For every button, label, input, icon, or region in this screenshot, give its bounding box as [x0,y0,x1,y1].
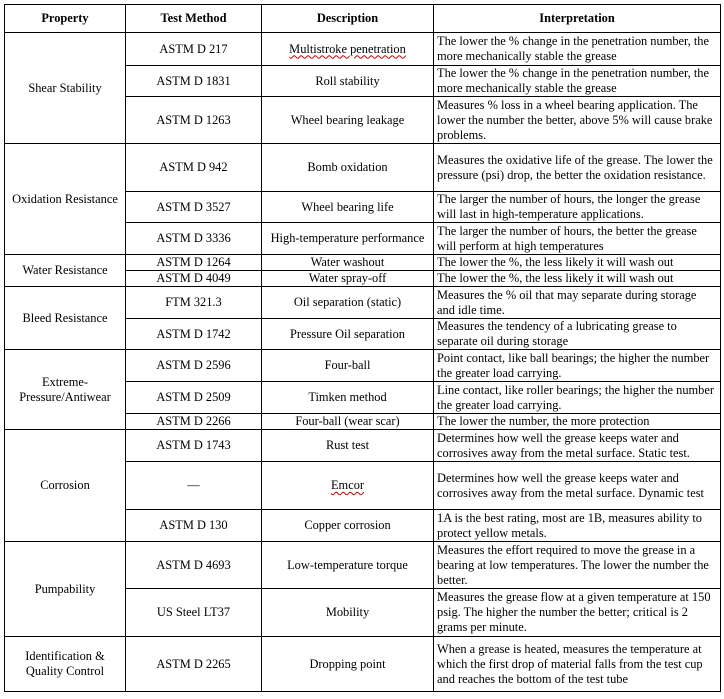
description-text: Roll stability [315,73,380,88]
property-cell: Corrosion [5,430,126,542]
description-text: Copper corrosion [304,518,391,532]
table-row [5,430,721,462]
description-text: Multistroke penetration [289,41,406,56]
test-method-cell: FTM 321.3 [126,287,262,319]
description-cell [262,223,434,255]
interpretation-cell: Point contact, like ball bearings; the higher the number the greater load carrying. [434,350,721,382]
description-cell [262,255,434,271]
description-cell [262,430,434,462]
description-text: Rust test [325,438,370,452]
interpretation-cell: When a grease is heated, measures the temperature at which the first drop of material falls from the test cup and reaches the bottom of the test tube [434,637,721,692]
header-description: Description [262,5,434,33]
description-cell [262,350,434,382]
description-cell [262,287,434,319]
test-method-cell: ASTM D 1742 [126,319,262,350]
description-text: Wheel bearing life [301,199,394,214]
description-cell [262,144,434,192]
interpretation-cell: Measures % loss in a wheel bearing application. The lower the number the better, above 5% will cause brake problems. [434,97,721,144]
interpretation-cell: Measures the effort required to move the grease in a bearing at low temperatures. The lower the number the better. [434,542,721,589]
description-text: Pressure Oil separation [290,326,405,341]
description-text: Emcor [330,478,365,492]
description-cell [262,33,434,66]
description-text: High-temperature performance [270,231,425,245]
description-cell [262,542,434,589]
test-method-cell: ASTM D 2266 [126,414,262,430]
interpretation-cell: The lower the % change in the penetration number, the more mechanically stable the grease [434,66,721,97]
header-row [5,5,721,33]
test-method-cell: ASTM D 2596 [126,350,262,382]
interpretation-cell: Determines how well the grease keeps water and corrosives away from the metal surface. Dynamic test [434,462,721,510]
description-cell [262,382,434,414]
property-cell: Identification & Quality Control [5,637,126,692]
test-method-cell: ASTM D 1263 [126,97,262,144]
description-cell [262,637,434,692]
test-method-cell: ASTM D 1264 [126,255,262,271]
table-row [5,350,721,382]
interpretation-cell: The lower the % change in the penetration number, the more mechanically stable the grease [434,33,721,66]
table-body [5,33,721,692]
test-method-cell: ASTM D 2509 [126,382,262,414]
table-row [5,637,721,692]
property-cell: Extreme-Pressure/Antiwear [5,350,126,430]
description-text: Water spray-off [308,271,387,285]
description-text: Bomb oxidation [307,160,388,174]
test-method-cell: ASTM D 942 [126,144,262,192]
interpretation-cell: Measures the tendency of a lubricating grease to separate oil during storage [434,319,721,350]
test-method-cell: US Steel LT37 [126,589,262,637]
property-cell: Pumpability [5,542,126,637]
interpretation-cell: 1A is the best rating, most are 1B, measures ability to protect yellow metals. [434,510,721,542]
test-method-cell: ASTM D 3336 [126,223,262,255]
interpretation-cell: Measures the % oil that may separate during storage and idle time. [434,287,721,319]
description-text: Water washout [310,255,385,269]
interpretation-cell: Line contact, like roller bearings; the higher the number the greater load carrying. [434,382,721,414]
table-row [5,144,721,192]
test-method-cell: ASTM D 2265 [126,637,262,692]
description-text: Timken method [308,390,387,404]
property-cell: Water Resistance [5,255,126,287]
property-cell: Bleed Resistance [5,287,126,350]
description-text: Wheel bearing leakage [290,112,405,127]
description-cell [262,462,434,510]
interpretation-cell: The lower the %, the less likely it will wash out [434,255,721,271]
description-cell [262,97,434,144]
table-row [5,287,721,319]
description-cell [262,271,434,287]
property-cell: Oxidation Resistance [5,144,126,255]
description-cell [262,510,434,542]
property-cell: Shear Stability [5,33,126,144]
interpretation-cell: The larger the number of hours, the better the grease will perform at high temperatures [434,223,721,255]
description-cell [262,192,434,223]
test-method-cell: ASTM D 3527 [126,192,262,223]
interpretation-cell: Determines how well the grease keeps water and corrosives away from the metal surface. Static test. [434,430,721,462]
description-cell [262,319,434,350]
test-method-cell: ASTM D 1831 [126,66,262,97]
test-method-cell: ASTM D 1743 [126,430,262,462]
table-row [5,33,721,66]
table-row [5,542,721,589]
header-test-method: Test Method [126,5,262,33]
description-cell [262,414,434,430]
table-row [5,255,721,271]
description-cell [262,589,434,637]
header-interpretation: Interpretation [434,5,721,33]
description-text: Low-temperature torque [287,557,408,572]
test-method-cell: ASTM D 130 [126,510,262,542]
description-cell [262,66,434,97]
interpretation-cell: The lower the number, the more protection [434,414,721,430]
test-method-cell: ASTM D 4693 [126,542,262,589]
interpretation-cell: Measures the oxidative life of the grease. The lower the pressure (psi) drop, the better the oxidation resistance. [434,144,721,192]
interpretation-cell: The lower the %, the less likely it will wash out [434,271,721,287]
description-text: Dropping point [309,656,386,671]
interpretation-cell: Measures the grease flow at a given temperature at 150 psig. The higher the number the better; critical is 2 grams per minute. [434,589,721,637]
description-text: Four-ball [324,358,371,372]
description-text: Mobility [325,605,370,619]
header-property: Property [5,5,126,33]
grease-test-table [4,4,721,692]
description-text: Oil separation (static) [293,295,402,309]
test-method-cell: ASTM D 217 [126,33,262,66]
test-method-cell: ASTM D 4049 [126,271,262,287]
test-method-cell: — [126,462,262,510]
description-text: Four-ball (wear scar) [295,414,400,428]
interpretation-cell: The larger the number of hours, the longer the grease will last in high-temperature applications. [434,192,721,223]
